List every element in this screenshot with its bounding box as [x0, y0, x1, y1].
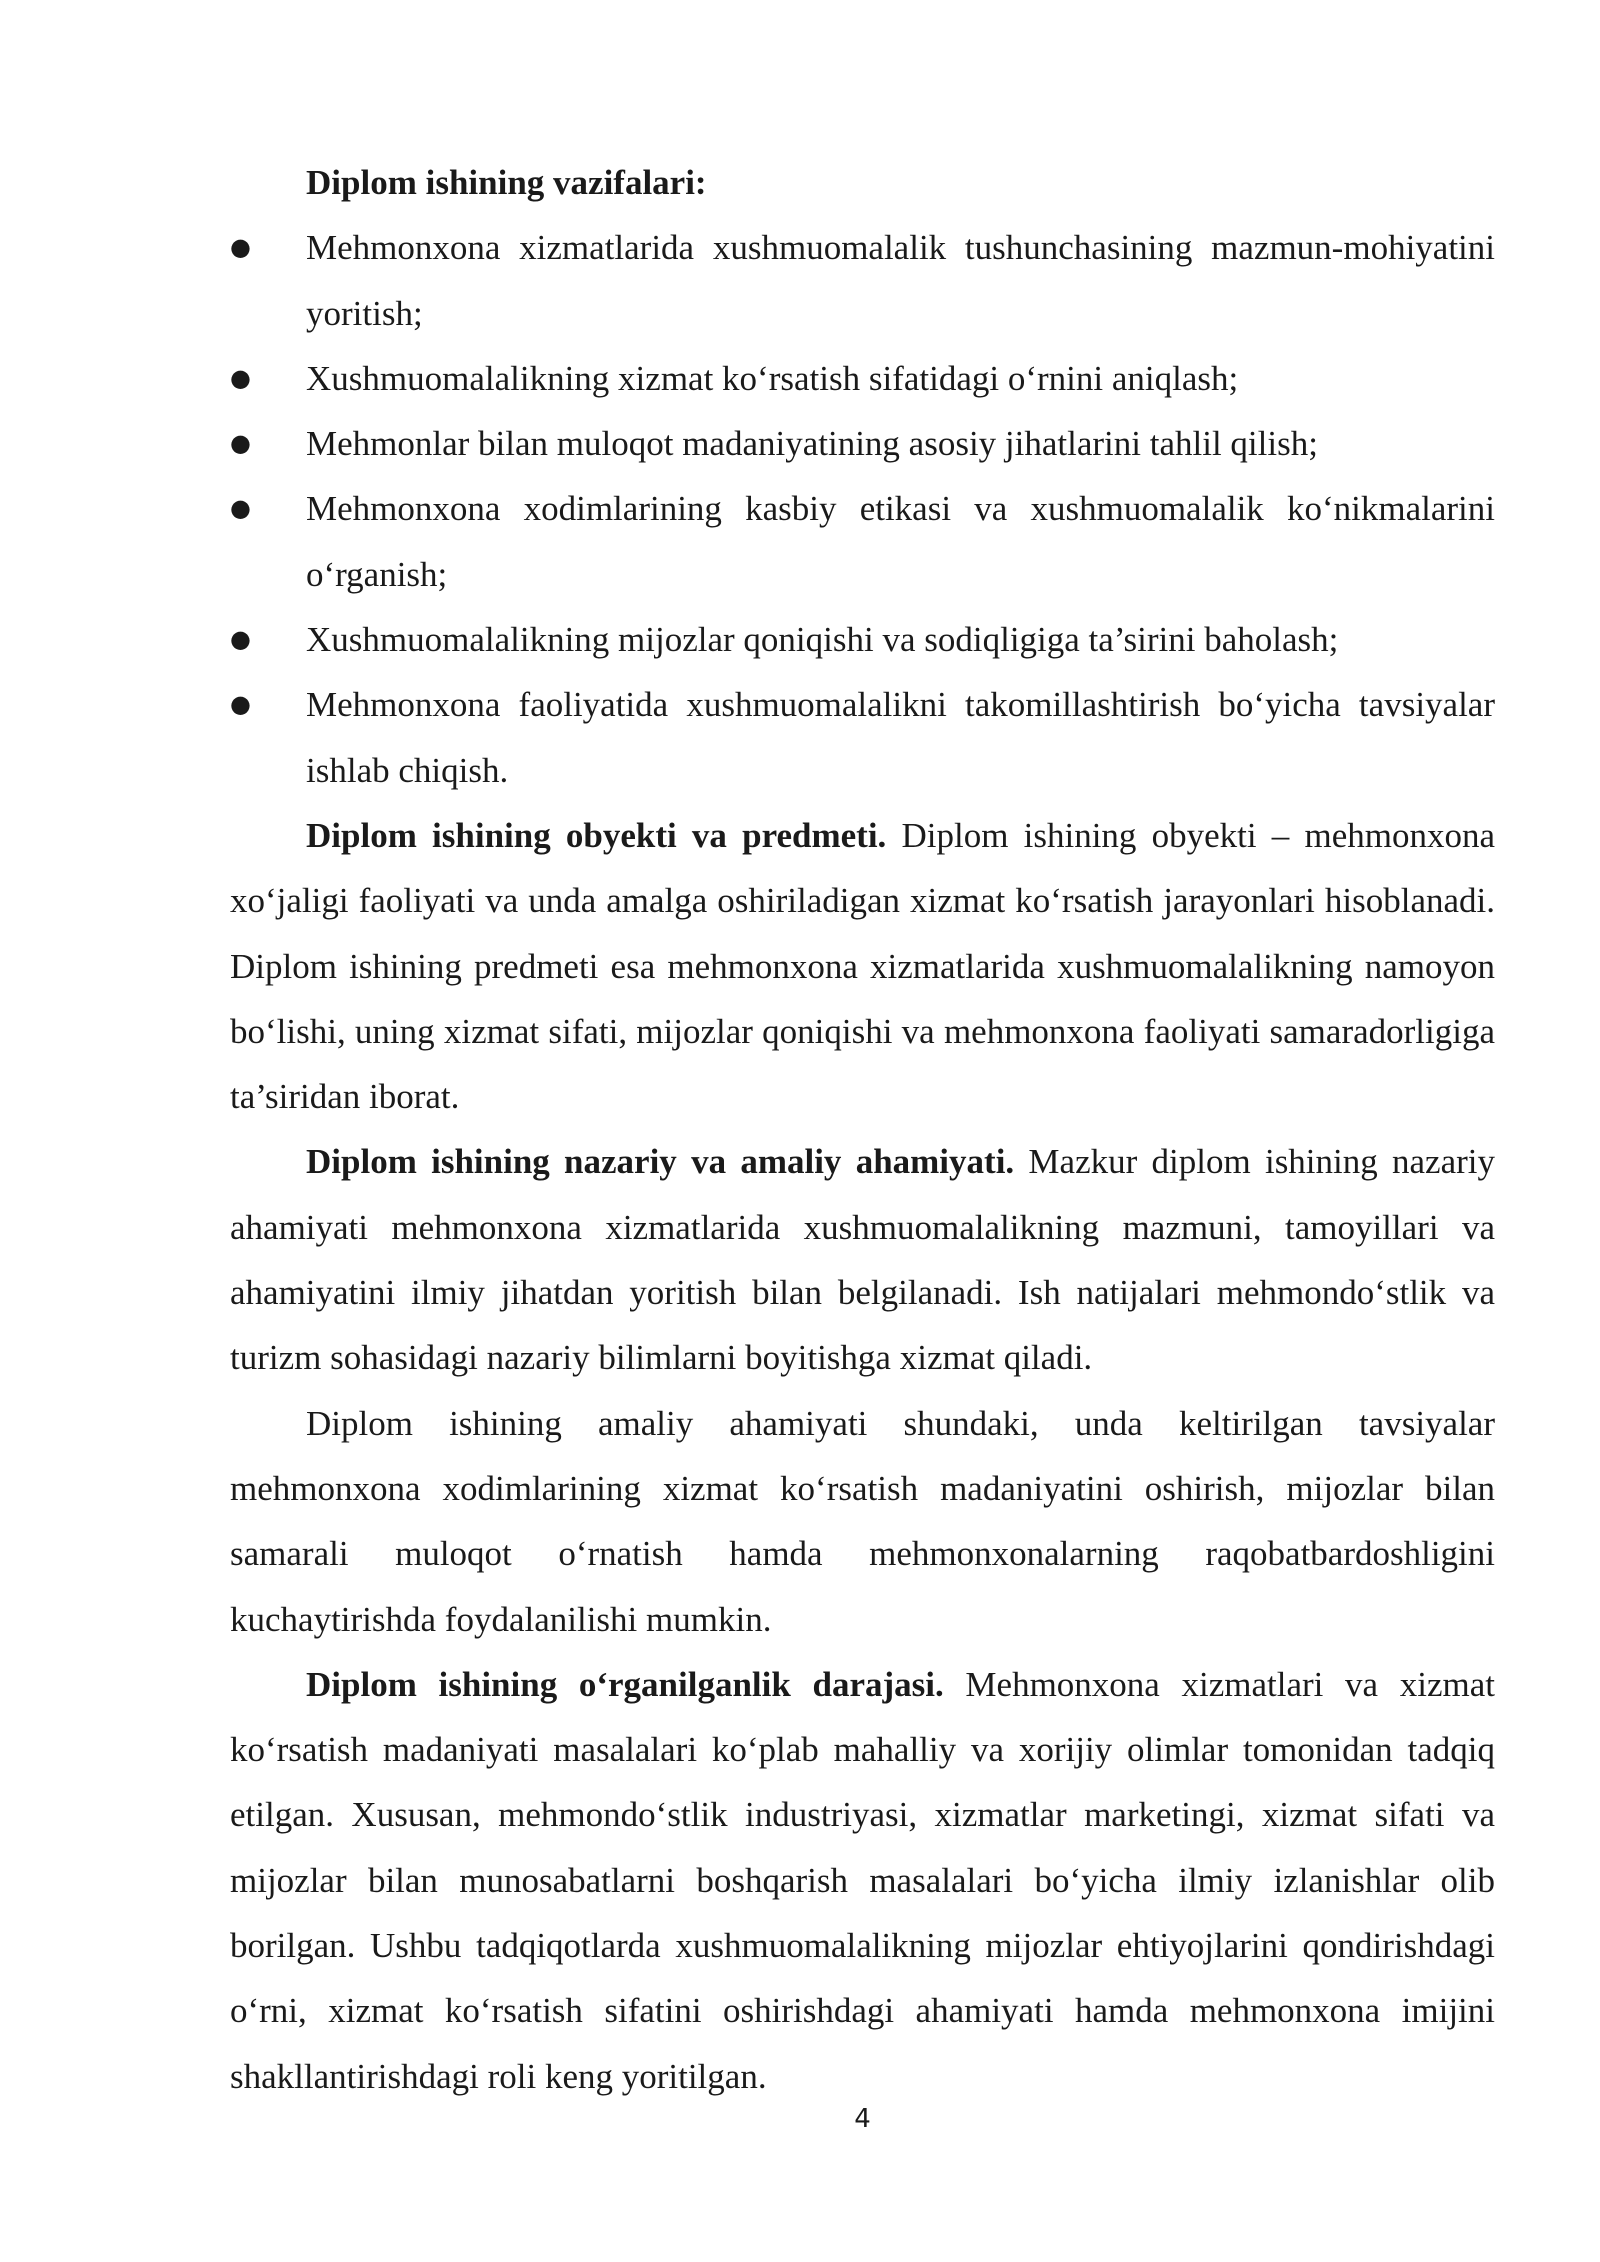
bullet-icon: ● — [230, 429, 251, 458]
page-number: 4 — [854, 2104, 871, 2134]
task-item — [230, 346, 1495, 411]
task-text: Xushmuomalalikning xizmat ko‘rsatish sifatidagi o‘rnini aniqlash; — [306, 358, 1239, 398]
object-text: Diplom ishining obyekti – mehmonxona xo‘jaligi faoliyati va unda amalga oshiriladigan xizmat ko‘rsatish jarayonlari hisoblanadi. Diplom ishining predmeti esa mehmonxona xizmatlarida xushmuomalalikning namoyon bo‘lishi, uning xizmat sifati, mijozlar qoniqishi va mehmonxona faoliyati samaradorligiga ta’siridan iborat. — [230, 815, 1495, 1117]
bullet-icon: ● — [230, 233, 251, 262]
task-text: Mehmonlar bilan muloqot madaniyatining asosiy jihatlarini tahlil qilish; — [306, 424, 1318, 464]
document-page — [230, 150, 1495, 2109]
tasks-heading: Diplom ishining vazifalari: — [306, 163, 707, 202]
task-item — [230, 672, 1495, 803]
significance-text: Mazkur diplom ishining nazariy ahamiyati mehmonxona xizmatlarida xushmuomalalikning mazmuni, tamoyillari va ahamiyatini ilmiy jihatdan yoritish bilan belgilanadi. Ish natijalari mehmondo‘stlik va turizm sohasidagi nazariy bilimlarni boyitishga xizmat qiladi. — [230, 1142, 1496, 1378]
significance-lead: Diplom ishining nazariy va amaliy ahamiyati. — [306, 1142, 1015, 1182]
study-text: Mehmonxona xizmatlari va xizmat ko‘rsatish madaniyati masalalari ko‘plab mahalliy va xorijiy olimlar tomonidan tadqiq etilgan. Xususan, mehmondo‘stlik industriyasi, xizmatlar marketingi, xizmat sifati va mijozlar bilan munosabatlarni boshqarish masalalari bo‘yicha ilmiy izlanishlar olib borilgan. Ushbu tadqiqotlarda xushmuomalalikning mijozlar ehtiyojlarini qondirishdagi o‘rni, xizmat ko‘rsatish sifatini oshirishdagi ahamiyati hamda mehmonxona imijini shakllantirishdagi roli keng yoritilgan. — [230, 1664, 1495, 2096]
bullet-icon: ● — [230, 494, 251, 523]
task-text: Mehmonxona xodimlarining kasbiy etikasi va xushmuomalalik ko‘nikmalarini o‘rganish; — [306, 489, 1495, 594]
task-item — [230, 411, 1495, 476]
task-text: Mehmonxona faoliyatida xushmuomalalikni takomillashtirish bo‘yicha tavsiyalar ishlab chiqish. — [306, 685, 1495, 790]
bullet-icon: ● — [230, 625, 251, 654]
task-text: Mehmonxona xizmatlarida xushmuomalalik tushunchasining mazmun-mohiyatini yoritish; — [306, 228, 1495, 333]
object-lead: Diplom ishining obyekti va predmeti. — [306, 815, 887, 855]
object-paragraph — [230, 803, 1495, 1129]
tasks-list — [230, 215, 1495, 803]
task-item — [230, 476, 1495, 607]
bullet-icon: ● — [230, 690, 251, 719]
task-item — [230, 607, 1495, 672]
task-text: Xushmuomalalikning mijozlar qoniqishi va sodiqligiga ta’sirini baholash; — [306, 620, 1339, 660]
significance-paragraph — [230, 1129, 1495, 1390]
task-item — [230, 215, 1495, 346]
practical-paragraph: Diplom ishining amaliy ahamiyati shundaki, unda keltirilgan tavsiyalar mehmonxona xodimlarining xizmat ko‘rsatish madaniyatini oshirish, mijozlar bilan samarali muloqot o‘rnatish hamda mehmonxonalarning raqobatbardoshligini kuchaytirishda foydalanilishi mumkin. — [230, 1403, 1495, 1639]
study-paragraph — [230, 1652, 1495, 2109]
study-lead: Diplom ishining o‘rganilganlik darajasi. — [306, 1664, 944, 1704]
bullet-icon: ● — [230, 363, 251, 392]
